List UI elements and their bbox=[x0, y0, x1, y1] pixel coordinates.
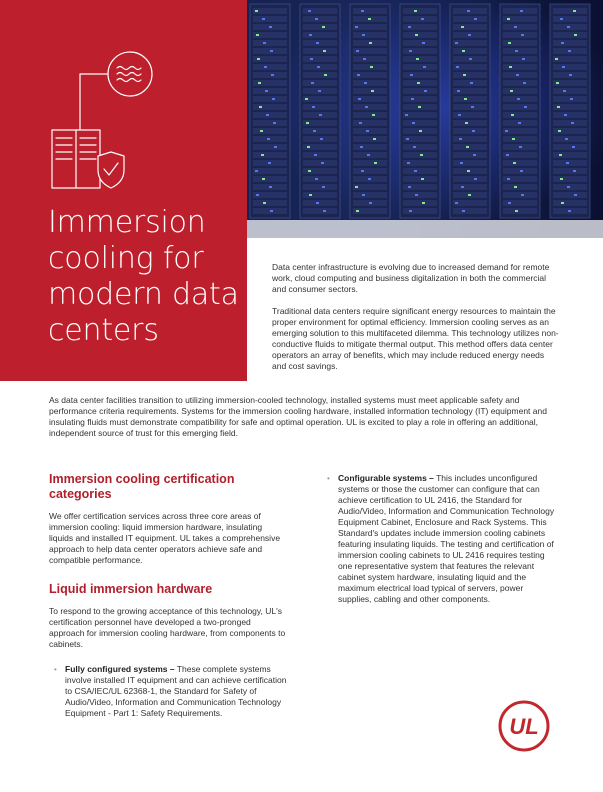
bullet-dot-icon: • bbox=[327, 474, 330, 483]
bullet-dot-icon: • bbox=[54, 665, 57, 674]
left-column bbox=[49, 472, 287, 719]
intro-text bbox=[272, 262, 560, 383]
server-cooling-shield-icon bbox=[40, 44, 160, 194]
section-heading-hardware: Liquid immersion hardware bbox=[49, 582, 213, 596]
right-column bbox=[322, 473, 556, 605]
categories-body: We offer certification services across three core areas of immersion cooling: liquid immersion hardware, insulating liquids and installed IT equipment. UL takes a comprehensive approach to help data center operators achieve safe and compatible performance. bbox=[49, 511, 281, 565]
hardware-bullets bbox=[49, 664, 287, 719]
intro-paragraph: Data center infrastructure is evolving due to increased demand for remote work, cloud computing and business digitalization in both the commercial and consumer sectors. bbox=[272, 262, 550, 294]
ul-logo-text: UL bbox=[509, 714, 539, 739]
bullet-text: This includes unconfigured systems or those the customer can configure that can achieve certification to UL 2416, the Standard for Audio/Video, Information and Communication Technology Equipment Cabinet, Enclosure and Rack Systems. This Standard's updates include immersion cooling cabinets featuring insulating liquids. The testing and certification of immersion cooling cabinets to UL 2416 requires testing one representative system that features the relevant cabinet system hardware, insulating liquid and the maximum electrical load typical of servers, power supplies, cabling and other components. bbox=[338, 473, 555, 604]
list-item bbox=[322, 473, 556, 605]
ul-logo-icon bbox=[498, 700, 550, 752]
title-panel bbox=[0, 0, 247, 381]
intro-paragraph: Traditional data centers require significant energy resources to maintain the proper environment for optimal efficiency. Immersion cooling serves as an emerging solution to this multifaceted dilemma. This technology utilizes non-conductive fluids to mitigate thermal output. This method offers data center operators an array of benefits, which may include reduced energy needs and cost savings. bbox=[272, 306, 559, 371]
bullet-title: Fully configured systems – bbox=[65, 664, 175, 674]
lead-paragraph: As data center facilities transition to utilizing immersion-cooled technology, installed systems must meet applicable safety and performance criteria requirements. Systems for the immersion cooling hardware, installed information technology (IT) equipment and insulating fluids must demonstrate compatibility for safe and optimal operation. UL is excited to play a role in offering an additional, independent source of trust for this emerging field. bbox=[49, 395, 547, 438]
bullet-text: These complete systems involve installed IT equipment and can achieve certification to CSA/IEC/UL 62368-1, the Standard for Safety of Audio/Video, Information and Communication Technology Equipment - Part 1: Safety Requirements. bbox=[65, 664, 287, 718]
list-item bbox=[49, 664, 287, 719]
bullet-title: Configurable systems – bbox=[338, 473, 434, 483]
hardware-body: To respond to the growing acceptance of this technology, UL's certification personnel have developed a two-pronged approach for immersion cooling hardware, from components to cabinets. bbox=[49, 606, 286, 649]
hardware-bullets-continued bbox=[322, 473, 556, 605]
page-title: Immersion cooling for modern data centers bbox=[48, 205, 239, 348]
section-heading-categories: Immersion cooling certification categories bbox=[49, 472, 235, 501]
